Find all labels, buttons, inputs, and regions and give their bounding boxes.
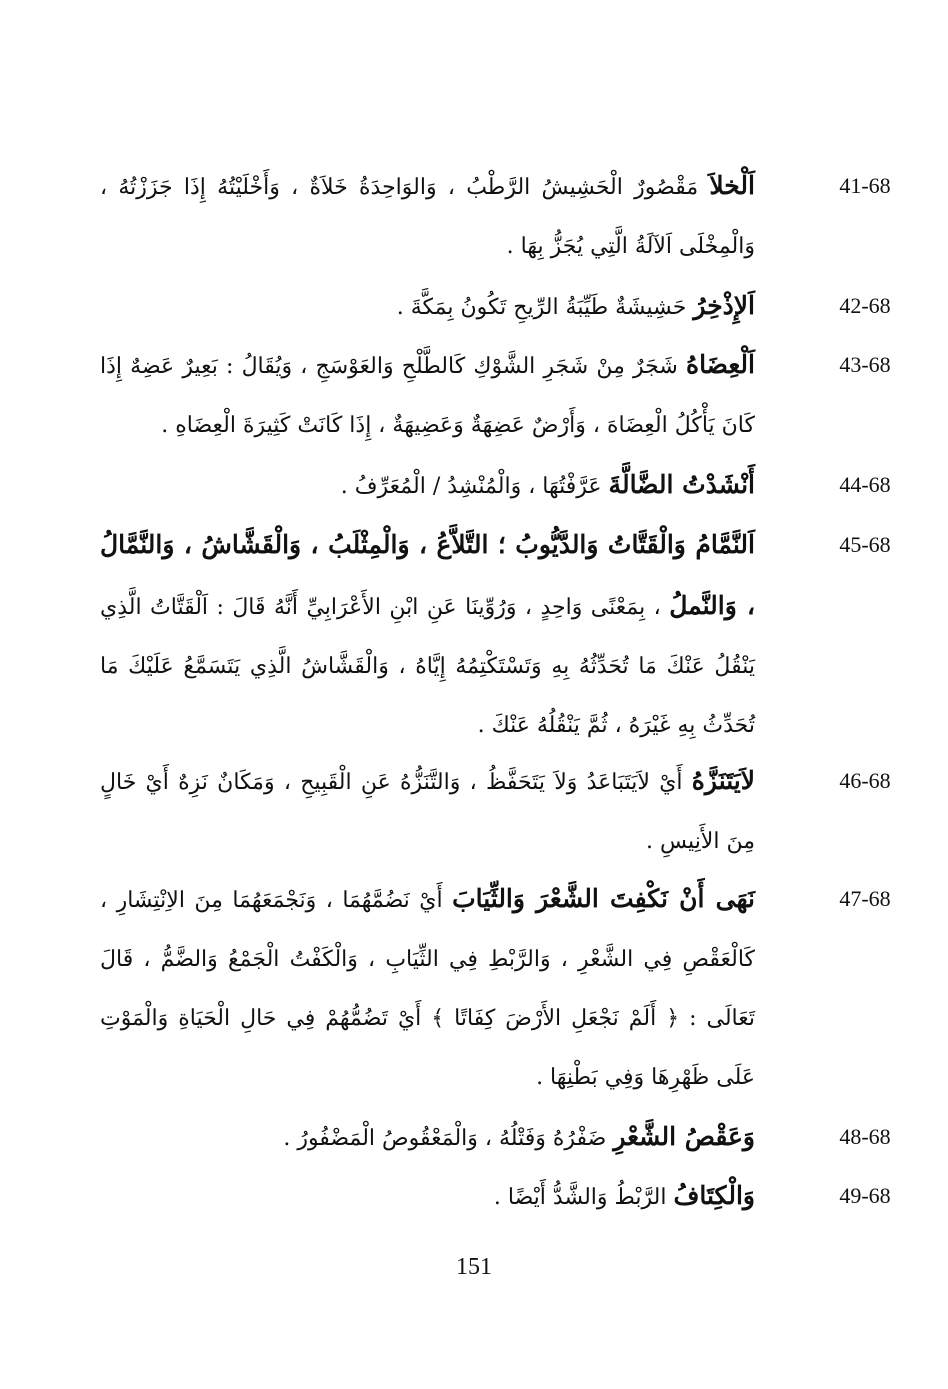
entry-text [100,455,755,516]
entry-number: 48-68 [839,1124,891,1149]
entry-48-68 [100,1107,940,1168]
entry-definition: أَيْ نَضُمَّهُمَا ، وَنَجْمَعَهُمَا مِنَ الاِنْتِشَارِ ، كَالْعَقْصِ فِي الشَّعْرِ ، وَالرَّبْطِ فِي الثِّيَابِ ، وَالْكَفْتُ الْجَمْعُ وَالضَّمُّ ، قَالَ تَعَالَى : ﴿ أَلَمْ نَجْعَلِ الأَرْضَ كِفَاتًا ﴾ أَيْ تَضُمُّهُمْ فِي حَالِ الْحَيَاةِ وَالْمَوْتِ عَلَى ظَهْرِهَا وَفِي بَطْنِهَا . [100,888,755,1090]
entry-43-68 [100,335,940,455]
page-number: 151 [456,1254,492,1280]
entry-headword: اَلْعِضَاهُ [685,350,755,379]
entry-44-68 [100,455,940,516]
entry-headword: اَلنَّمَّامُ وَالْقَتَّاتُ وَالدَّيُّوبُ ؛ التَّلاَّعُ ، وَالْمِثْلَبُ ، وَالْقَشَّاشُ ، وَالنَّمَّالُ ، وَالنَّملُ [100,530,756,620]
entry-definition: الرَّبْطُ وَالشَّدُّ أَيْضًا . [493,1185,674,1210]
entry-definition: عَرَّفْتُهَا ، وَالْمُنْشِدُ / الْمُعَرِّفُ . [340,474,609,499]
entry-text [100,869,755,1107]
entry-text [100,276,755,337]
entry-number: 43-68 [839,352,891,377]
entry-definition: ضَفْرُهُ وَفَتْلُهُ ، وَالْمَعْقُوصُ الْمَضْفُورُ . [283,1126,614,1151]
entry-definition: ، بِمَعْنًى وَاحِدٍ ، وَرُوِّينَا عَنِ ابْنِ الأَعْرَابِيِّ أَنَّهُ قَالَ : اَلْقَتَّاتُ الَّذِي يَنْقُلُ عَنْكَ مَا تُحَدِّثُهُ بِهِ وَتَسْتَكْتِمُهُ إِيَّاهُ ، وَالْقَشَّاشُ الَّذِي يَتَسَمَّعُ عَلَيْكَ مَا تُحَدِّثُ بِهِ غَيْرَهُ ، ثُمَّ يَنْقُلُهُ عَنْكَ . [100,595,755,738]
entry-headword: وَعَقْصُ الشَّعْرِ [613,1122,755,1151]
entry-headword: اَلإِذْخِرُ [693,291,755,320]
entry-46-68 [100,751,940,871]
entry-41-68 [100,156,940,276]
entry-headword: نَهَى أَنْ نَكْفِتَ الشَّعْرَ وَالثِّيَابَ [452,884,755,913]
entry-42-68 [100,276,940,337]
entry-definition: أَيْ لاَيَتَبَاعَدُ وَلاَ يَتَحَفَّظُ ، وَالتَّنَزُّهُ عَنِ الْقَبِيحِ ، وَمَكَانٌ نَزِهٌ أَيْ خَالٍ مِنَ الأَنِيسِ . [100,770,755,854]
entry-number: 47-68 [839,886,891,911]
entry-text [100,156,755,276]
entry-47-68 [100,869,940,1107]
entry-headword: وَالْكِتَافُ [673,1181,755,1210]
entry-headword: اَلْخلاَ [709,171,755,200]
entry-45-68 [100,515,940,755]
entry-number: 41-68 [839,173,891,198]
entry-definition: مَقْصُورٌ الْحَشِيشُ الرَّطْبُ ، وَالوَاحِدَةُ خَلاَةٌ ، وَأَخْلَيْتُهُ إِذَا جَزَزْتُهُ ، وَالْمِخْلَى اَلآلَةُ الَّتِي يُجَزُّ بِهَا . [100,175,755,259]
entry-definition: حَشِيشَةٌ طَيِّبَةُ الرِّيحِ تَكُونُ بِمَكَّةَ . [396,295,694,320]
entry-49-68 [100,1166,940,1227]
entry-text [100,751,755,871]
entry-text [100,1166,755,1227]
entry-headword: أَنْشَدْتُ الضَّالَّةَ [608,470,755,499]
entry-headword: لاَيَتَنَزَّهُ [691,766,755,795]
entry-text [100,1107,755,1168]
entry-text [100,335,755,455]
entry-number: 46-68 [839,768,891,793]
entry-number: 44-68 [839,472,891,497]
entry-number: 45-68 [839,532,891,557]
entry-text [100,515,755,755]
entry-number: 42-68 [839,293,891,318]
entry-definition: شَجَرٌ مِنْ شَجَرِ الشَّوْكِ كَالطَّلْحِ وَالعَوْسَجِ ، وَيُقَالُ : بَعِيرٌ عَضِهٌ إِذَا كَانَ يَأْكُلُ الْعِضَاهَ ، وَأَرْضٌ عَضِهَةٌ وَعَضِيهَةٌ ، إِذَا كَانَتْ كَثِيرَةَ الْعِضَاهِ . [100,354,755,438]
entry-number: 49-68 [839,1183,891,1208]
